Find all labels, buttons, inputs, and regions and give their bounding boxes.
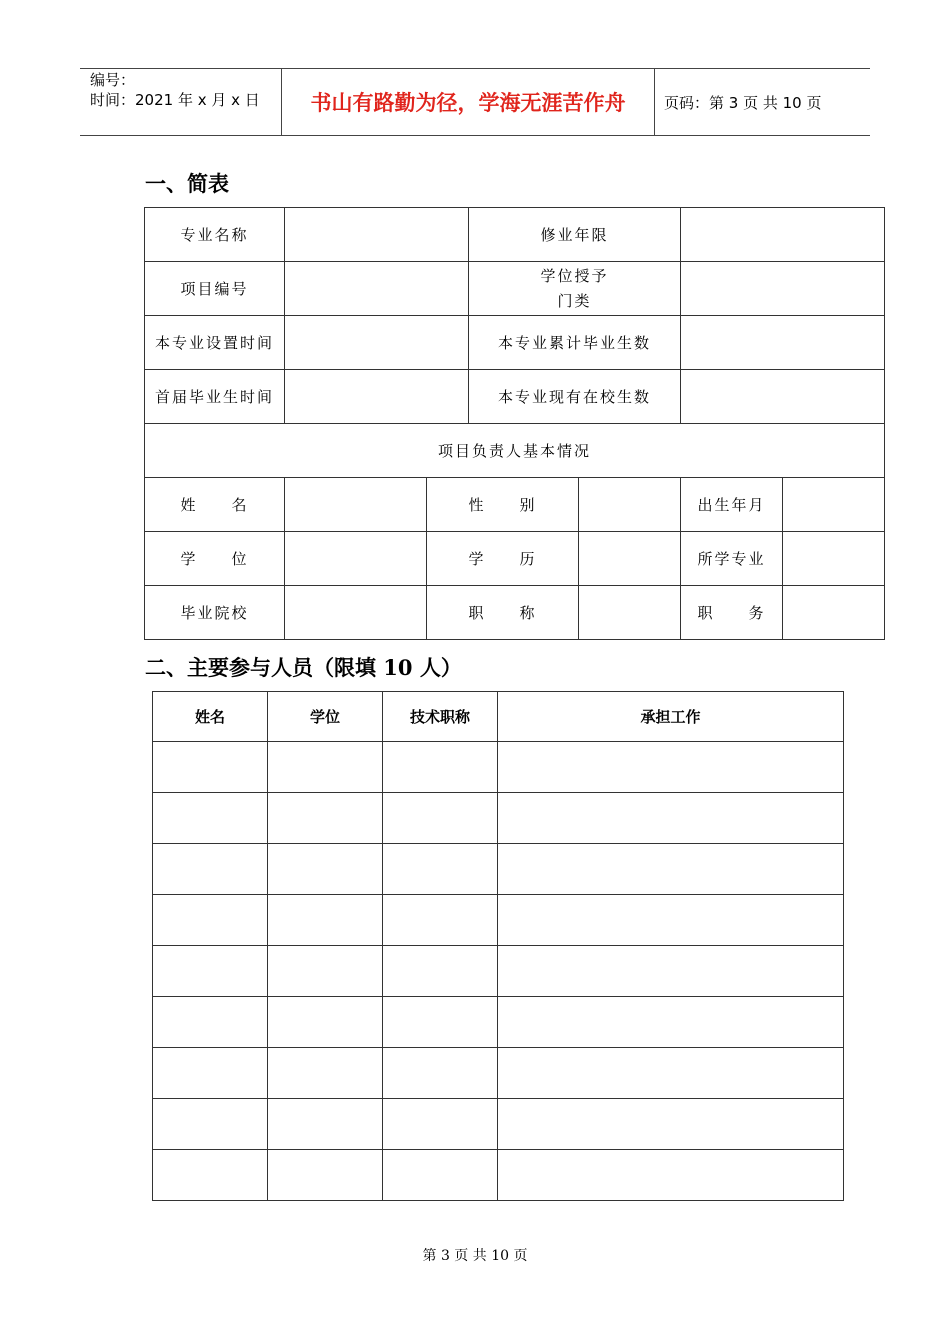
label-birth: 出生年月 <box>681 478 783 532</box>
header-bottom-rule <box>80 135 870 136</box>
column-header-name: 姓名 <box>153 692 268 742</box>
table-row <box>153 742 844 793</box>
cell-title[interactable] <box>383 793 498 844</box>
label-first-grad-time: 首届毕业生时间 <box>145 370 285 424</box>
cell-degree[interactable] <box>268 844 383 895</box>
label-duty: 职 务 <box>681 586 783 640</box>
cell-work[interactable] <box>498 1099 844 1150</box>
table-row <box>145 262 885 316</box>
label-study-years: 修业年限 <box>469 208 681 262</box>
table-row <box>153 793 844 844</box>
input-study-years[interactable] <box>681 208 885 262</box>
table-row <box>153 997 844 1048</box>
table-row <box>153 946 844 997</box>
input-project-no[interactable] <box>285 262 469 316</box>
cell-work[interactable] <box>498 844 844 895</box>
cell-name[interactable] <box>153 793 268 844</box>
input-school[interactable] <box>285 586 427 640</box>
input-birth[interactable] <box>783 478 885 532</box>
label-degree-line1: 学位授予 <box>540 266 609 285</box>
table-row <box>153 844 844 895</box>
table-row <box>145 208 885 262</box>
table-row <box>153 1150 844 1201</box>
summary-table <box>144 207 885 640</box>
label-current-students: 本专业现有在校生数 <box>469 370 681 424</box>
page-label: 页码：第 3 页 共 10 页 <box>664 94 822 112</box>
cell-title[interactable] <box>383 742 498 793</box>
cell-degree[interactable] <box>268 895 383 946</box>
cell-name[interactable] <box>153 742 268 793</box>
cell-name[interactable] <box>153 1048 268 1099</box>
input-first-grad-time[interactable] <box>285 370 469 424</box>
cell-degree[interactable] <box>268 1150 383 1201</box>
label-setup-time: 本专业设置时间 <box>145 316 285 370</box>
table-row <box>145 586 885 640</box>
table-row <box>145 424 885 478</box>
input-title[interactable] <box>579 586 681 640</box>
column-header-title: 技术职称 <box>383 692 498 742</box>
participants-body <box>153 742 844 1201</box>
cell-name[interactable] <box>153 997 268 1048</box>
header-divider-right <box>654 68 655 136</box>
section2-title: 二、主要参与人员（限填 10 人） <box>145 655 462 680</box>
cell-name[interactable] <box>153 844 268 895</box>
cell-name[interactable] <box>153 946 268 997</box>
table-header-row <box>153 692 844 742</box>
input-degree[interactable] <box>285 532 427 586</box>
table-row <box>145 532 885 586</box>
cell-name[interactable] <box>153 1099 268 1150</box>
cell-work[interactable] <box>498 1150 844 1201</box>
cell-title[interactable] <box>383 1150 498 1201</box>
table-row <box>153 895 844 946</box>
column-header-work: 承担工作 <box>498 692 844 742</box>
cell-title[interactable] <box>383 895 498 946</box>
table-row <box>145 478 885 532</box>
cell-work[interactable] <box>498 895 844 946</box>
page-footer: 第 3 页 共 10 页 <box>422 1248 528 1264</box>
cell-title[interactable] <box>383 1048 498 1099</box>
label-title: 职 称 <box>427 586 579 640</box>
cell-degree[interactable] <box>268 1048 383 1099</box>
table-row <box>153 1048 844 1099</box>
label-major: 所学专业 <box>681 532 783 586</box>
cell-name[interactable] <box>153 1150 268 1201</box>
cell-work[interactable] <box>498 997 844 1048</box>
section1-title: 一、简表 <box>145 171 229 196</box>
table-row <box>145 316 885 370</box>
label-total-graduates: 本专业累计毕业生数 <box>469 316 681 370</box>
cell-title[interactable] <box>383 946 498 997</box>
cell-degree[interactable] <box>268 946 383 997</box>
serial-label: 编号： <box>90 71 136 89</box>
cell-title[interactable] <box>383 997 498 1048</box>
label-degree: 学 位 <box>145 532 285 586</box>
input-gender[interactable] <box>579 478 681 532</box>
input-major-name[interactable] <box>285 208 469 262</box>
column-header-degree: 学位 <box>268 692 383 742</box>
label-major-name: 专业名称 <box>145 208 285 262</box>
cell-degree[interactable] <box>268 742 383 793</box>
cell-work[interactable] <box>498 946 844 997</box>
cell-degree[interactable] <box>268 793 383 844</box>
input-current-students[interactable] <box>681 370 885 424</box>
cell-title[interactable] <box>383 844 498 895</box>
time-label: 时间：2021 年 x 月 x 日 <box>90 91 260 109</box>
input-duty[interactable] <box>783 586 885 640</box>
label-leader-info: 项目负责人基本情况 <box>145 424 885 478</box>
input-degree-category[interactable] <box>681 262 885 316</box>
label-name: 姓 名 <box>145 478 285 532</box>
cell-work[interactable] <box>498 742 844 793</box>
cell-degree[interactable] <box>268 997 383 1048</box>
cell-work[interactable] <box>498 793 844 844</box>
input-setup-time[interactable] <box>285 316 469 370</box>
label-degree-category <box>469 262 681 316</box>
participants-table <box>152 691 844 1201</box>
label-education: 学 历 <box>427 532 579 586</box>
input-major[interactable] <box>783 532 885 586</box>
label-project-no: 项目编号 <box>145 262 285 316</box>
input-education[interactable] <box>579 532 681 586</box>
table-row <box>153 1099 844 1150</box>
label-degree-line2: 门类 <box>557 291 592 310</box>
header-top-rule <box>80 68 870 69</box>
cell-title[interactable] <box>383 1099 498 1150</box>
input-name[interactable] <box>285 478 427 532</box>
cell-degree[interactable] <box>268 1099 383 1150</box>
table-row <box>145 370 885 424</box>
cell-work[interactable] <box>498 1048 844 1099</box>
label-gender: 性 别 <box>427 478 579 532</box>
input-total-graduates[interactable] <box>681 316 885 370</box>
header-motto: 书山有路勤为径，学海无涯苦作舟 <box>310 91 626 115</box>
label-school: 毕业院校 <box>145 586 285 640</box>
cell-name[interactable] <box>153 895 268 946</box>
